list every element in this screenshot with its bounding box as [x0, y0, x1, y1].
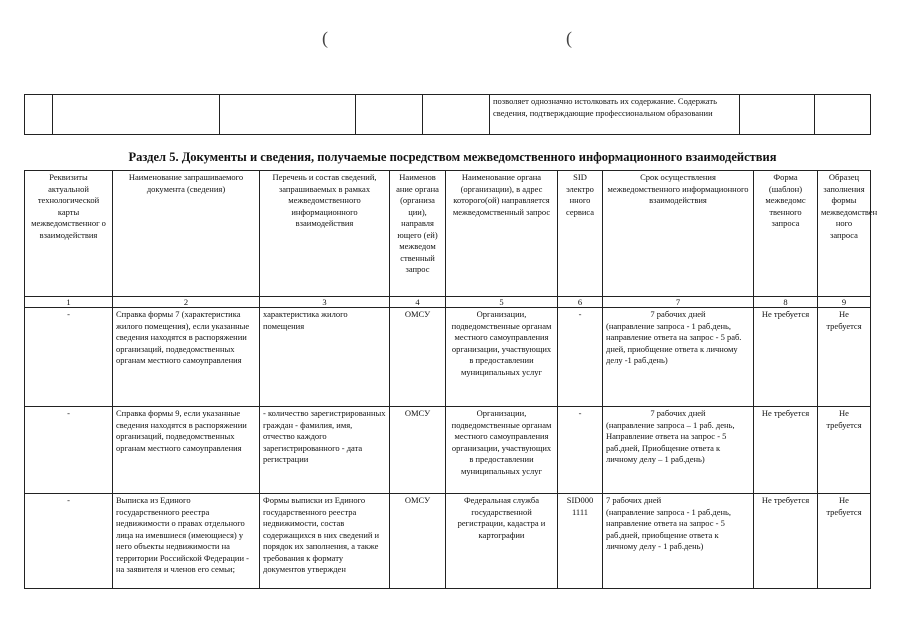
- table-cell: характеристика жилого помещения: [260, 308, 390, 407]
- table-cell: позволяет однозначно истолковать их содержание. Содержать сведения, подтверждающие профессиональном образовании: [490, 95, 740, 135]
- table-cell: -: [25, 407, 113, 494]
- term-details: (направление запроса - 1 раб.день, направление ответа на запрос - 5 раб.дней, приобщение ответа к личному делу - 1 раб.день): [606, 506, 732, 551]
- table-cell: Справка формы 9, если указанные сведения находятся в распоряжении организаций, подведомственных органам местного самоуправления: [113, 407, 260, 494]
- column-number: 4: [390, 297, 446, 308]
- table-cell: - количество зарегистрированных граждан - фамилия, имя, отчество каждого зарегистрированного - дата регистрации: [260, 407, 390, 494]
- table-cell: Не требуется: [754, 494, 818, 589]
- table-cell: Не требуется: [754, 407, 818, 494]
- table-cell: -: [25, 494, 113, 589]
- column-number: 7: [603, 297, 754, 308]
- table-cell: Выписка из Единого государственного реестра недвижимости о правах отдельного лица на имевшиеся (имеющиеся) у него объекты недвижимости на территории Российской Федерации - на заявителя и членов его семьи;: [113, 494, 260, 589]
- table-cell: SID000 1111: [558, 494, 603, 589]
- column-number: 6: [558, 297, 603, 308]
- table-cell: [603, 308, 754, 407]
- interagency-documents-table: [24, 170, 878, 589]
- column-header: SID электро нного сервиса: [558, 171, 603, 297]
- column-header: Наименов ание органа (организа ции), направля ющего (ей) межведом ственный запрос: [390, 171, 446, 297]
- column-number-row: [25, 297, 871, 308]
- column-header: Образец заполнения формы межведомствен ного запроса: [818, 171, 871, 297]
- table-cell: ОМСУ: [390, 308, 446, 407]
- table-row: [25, 407, 871, 494]
- table-cell: ОМСУ: [390, 494, 446, 589]
- scan-mark-right: (: [566, 28, 572, 48]
- table-cell: -: [25, 308, 113, 407]
- previous-section-table-fragment: [24, 94, 871, 135]
- table-cell: Федеральная служба государственной регистрации, кадастра и картографии: [446, 494, 558, 589]
- column-number: 8: [754, 297, 818, 308]
- table-cell: Справка формы 7 (характеристика жилого помещения), если указанные сведения находятся в распоряжении организаций, подведомственных органам местного самоуправления: [113, 308, 260, 407]
- term-details: (направление запроса – 1 раб. день, Направление ответа на запрос - 5 раб.дней, Приобщение ответа к личному делу – 1 раб.день): [606, 419, 735, 464]
- section-title: Раздел 5. Документы и сведения, получаемые посредством межведомственного информационного взаимодействия: [128, 150, 777, 164]
- column-header: Наименование органа (организации), в адрес которого(ой) направляется межведомственный запрос: [446, 171, 558, 297]
- table-cell: Организации, подведомственные органам местного самоуправления организации, участвующих в предоставлении муниципальных услуг: [446, 407, 558, 494]
- table-cell: -: [558, 407, 603, 494]
- table-cell: [603, 407, 754, 494]
- table-row: [25, 308, 871, 407]
- term-summary: 7 рабочих дней: [650, 309, 706, 319]
- scan-mark-left: (: [322, 28, 328, 48]
- table-row: [25, 95, 871, 135]
- table-header-row: [25, 171, 871, 297]
- column-header: Перечень и состав сведений, запрашиваемых в рамках межведомственного информационного взаимодействия: [260, 171, 390, 297]
- column-number: 1: [25, 297, 113, 308]
- table-cell: [603, 494, 754, 589]
- table-cell: Не требуется: [818, 308, 871, 407]
- table-cell: Не требуется: [754, 308, 818, 407]
- term-summary: 7 рабочих дней: [606, 495, 662, 505]
- column-header: Срок осуществления межведомственного информационного взаимодействия: [603, 171, 754, 297]
- column-number: 3: [260, 297, 390, 308]
- term-summary: 7 рабочих дней: [650, 408, 706, 418]
- term-details: (направление запроса - 1 раб.день, направление ответа на запрос - 5 раб. дней, приобщение ответа к личному делу -1 раб.день): [606, 320, 742, 365]
- table-cell: Формы выписки из Единого государственного реестра недвижимости, состав содержащихся в них сведений и порядок их заполнения, а также требования к формату документов утвержден: [260, 494, 390, 589]
- table-cell: Не требуется: [818, 407, 871, 494]
- column-number: 9: [818, 297, 871, 308]
- table-cell: -: [558, 308, 603, 407]
- table-cell: Организации, подведомственные органам местного самоуправления организации, участвующих в предоставлении муниципальных услуг: [446, 308, 558, 407]
- column-number: 5: [446, 297, 558, 308]
- column-header: Наименование запрашиваемого документа (сведения): [113, 171, 260, 297]
- column-number: 2: [113, 297, 260, 308]
- column-header: Реквизиты актуальной технологической карты межведомственног о взаимодействия: [25, 171, 113, 297]
- table-row: [25, 494, 871, 589]
- column-header: Форма (шаблон) межведомс твенного запроса: [754, 171, 818, 297]
- table-cell: ОМСУ: [390, 407, 446, 494]
- table-cell: Не требуется: [818, 494, 871, 589]
